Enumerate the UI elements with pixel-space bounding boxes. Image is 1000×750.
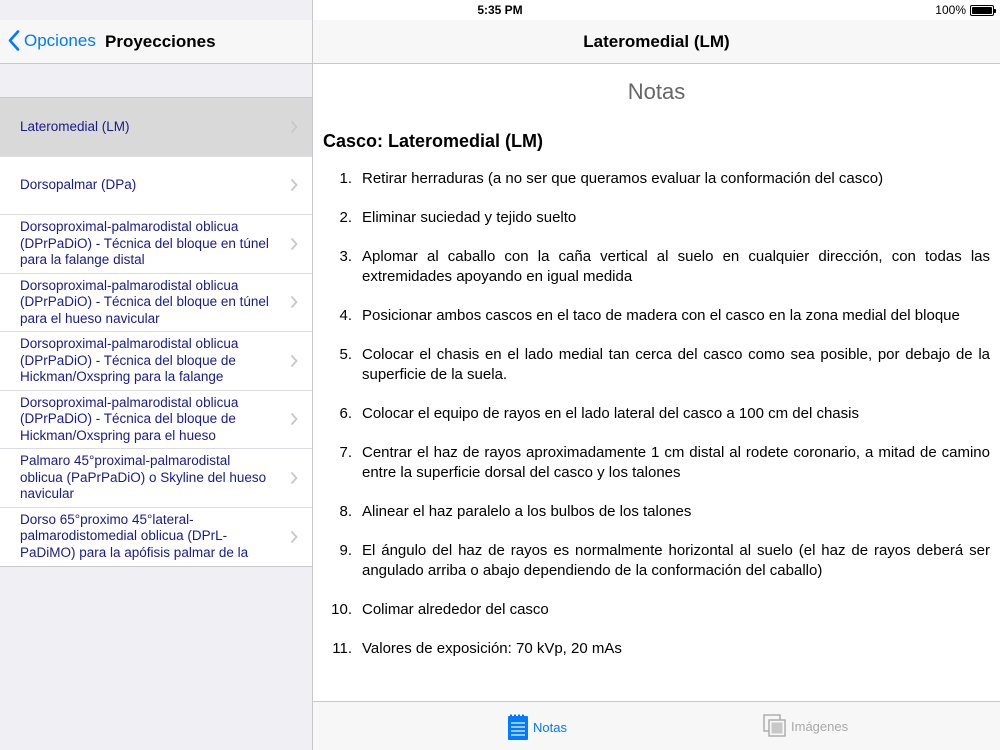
battery-indicator [935, 3, 994, 17]
images-icon [763, 714, 787, 738]
step-item [323, 208, 990, 228]
chevron-right-icon [290, 412, 298, 426]
step-number: 6. [339, 405, 352, 422]
step-number: 10. [331, 601, 352, 618]
steps-list [323, 169, 990, 678]
tab-notas-label: Notas [533, 720, 567, 735]
section-title: Casco: Lateromedial (LM) [323, 131, 544, 151]
chevron-right-icon [290, 530, 298, 544]
step-text: El ángulo del haz de rayos es normalmente horizontal al suelo (el haz de rayos deberá ser angulado arriba o abajo dependiendo de la conformación del caballo) [362, 542, 990, 579]
step-text: Colocar el chasis en el lado medial tan cerca del casco como sea posible, por debajo de la superficie de la suela. [362, 346, 990, 383]
tab-imagenes[interactable] [763, 714, 848, 738]
chevron-right-icon [290, 471, 298, 485]
step-item [323, 639, 990, 659]
step-text: Posicionar ambos cascos en el taco de madera con el casco en la zona medial del bloque [362, 307, 960, 324]
list-item-label: Lateromedial (LM) [20, 118, 130, 134]
step-item [323, 502, 990, 522]
list-item-label: Dorsoproximal-palmarodistal oblicua (DPrPaDiO) - Técnica del bloque de Hickman/Oxspring para el hueso [20, 394, 239, 443]
step-number: 7. [339, 444, 352, 461]
list-item[interactable] [0, 274, 312, 333]
step-number: 1. [339, 170, 352, 187]
master-nav-bar [0, 20, 312, 64]
step-item [323, 247, 990, 287]
list-item[interactable] [0, 332, 312, 391]
step-text: Colimar alrededor del casco [362, 601, 549, 618]
list-item-label: Dorsoproximal-palmarodistal oblicua (DPrPaDiO) - Técnica del bloque en túnel para la falange distal [20, 219, 269, 267]
notepad-icon [507, 714, 529, 741]
list-item[interactable] [0, 391, 312, 450]
detail-title: Lateromedial (LM) [583, 32, 730, 51]
notes-heading: Notas [627, 79, 686, 104]
chevron-right-icon [290, 354, 298, 368]
list-item-label: Dorsoproximal-palmarodistal oblicua (DPrPaDiO) - Técnica del bloque en túnel para el hueso navicular [20, 277, 269, 326]
list-item-label: Dorsoproximal-palmarodistal oblicua (DPrPaDiO) - Técnica del bloque de Hickman/Oxspring para la falange [20, 336, 239, 384]
step-text: Valores de exposición: 70 kVp, 20 mAs [362, 640, 622, 657]
step-text: Centrar el haz de rayos aproximadamente 1 cm distal al rodete coronario, a mitad de camino entre la superficie dorsal del casco y los talones [362, 444, 990, 481]
step-item [323, 443, 990, 483]
chevron-right-icon [290, 120, 298, 134]
step-number: 2. [339, 209, 352, 226]
notes-content [313, 65, 1000, 701]
master-title: Proyecciones [105, 32, 216, 51]
step-item [323, 345, 990, 385]
step-number: 4. [339, 307, 352, 324]
step-text: Aplomar al caballo con la caña vertical al suelo en cualquier dirección, con todas las extremidades apoyando en igual medida [362, 248, 990, 285]
step-text: Eliminar suciedad y tejido suelto [362, 209, 577, 226]
back-button-label: Opciones [24, 30, 96, 50]
step-number: 8. [339, 503, 352, 520]
list-item-label: Palmaro 45°proximal-palmarodistal oblicua (PaPrPaDiO) o Skyline del hueso navicular [20, 453, 267, 501]
tab-bar [313, 701, 1000, 750]
step-text: Retirar herraduras (a no ser que queramos evaluar la conformación del casco) [362, 170, 884, 187]
list-item[interactable] [0, 157, 312, 216]
step-item [323, 404, 990, 424]
list-item[interactable] [0, 215, 312, 274]
status-time: 5:35 PM [477, 3, 523, 17]
step-item [323, 600, 990, 620]
step-number: 11. [332, 640, 352, 657]
back-button[interactable] [8, 30, 96, 51]
tab-notas[interactable] [507, 714, 567, 741]
step-number: 5. [339, 346, 352, 363]
step-item [323, 541, 990, 581]
battery-percent: 100% [935, 3, 966, 17]
step-item [323, 306, 990, 326]
step-text: Alinear el haz paralelo a los bulbos de los talones [362, 503, 692, 520]
tab-imagenes-label: Imágenes [791, 718, 849, 734]
list-item[interactable] [0, 449, 312, 508]
battery-icon [970, 5, 994, 16]
step-item [323, 169, 990, 189]
list-item[interactable] [0, 98, 312, 157]
master-pane [0, 0, 313, 750]
step-number: 3. [339, 248, 352, 265]
detail-nav-bar [313, 20, 1000, 64]
chevron-right-icon [290, 295, 298, 309]
step-number: 9. [339, 542, 352, 559]
chevron-right-icon [290, 237, 298, 251]
list-item-label: Dorso 65°proximo 45°lateral-palmarodistomedial oblicua (DPrL-PaDiMO) para la apófisis palmar de la [20, 511, 249, 560]
list-item[interactable] [0, 508, 312, 567]
projections-list [0, 97, 312, 567]
chevron-left-icon [8, 30, 20, 51]
chevron-right-icon [290, 178, 298, 192]
list-item-label: Dorsopalmar (DPa) [20, 177, 137, 192]
step-text: Colocar el equipo de rayos en el lado lateral del casco a 100 cm del chasis [362, 405, 859, 422]
